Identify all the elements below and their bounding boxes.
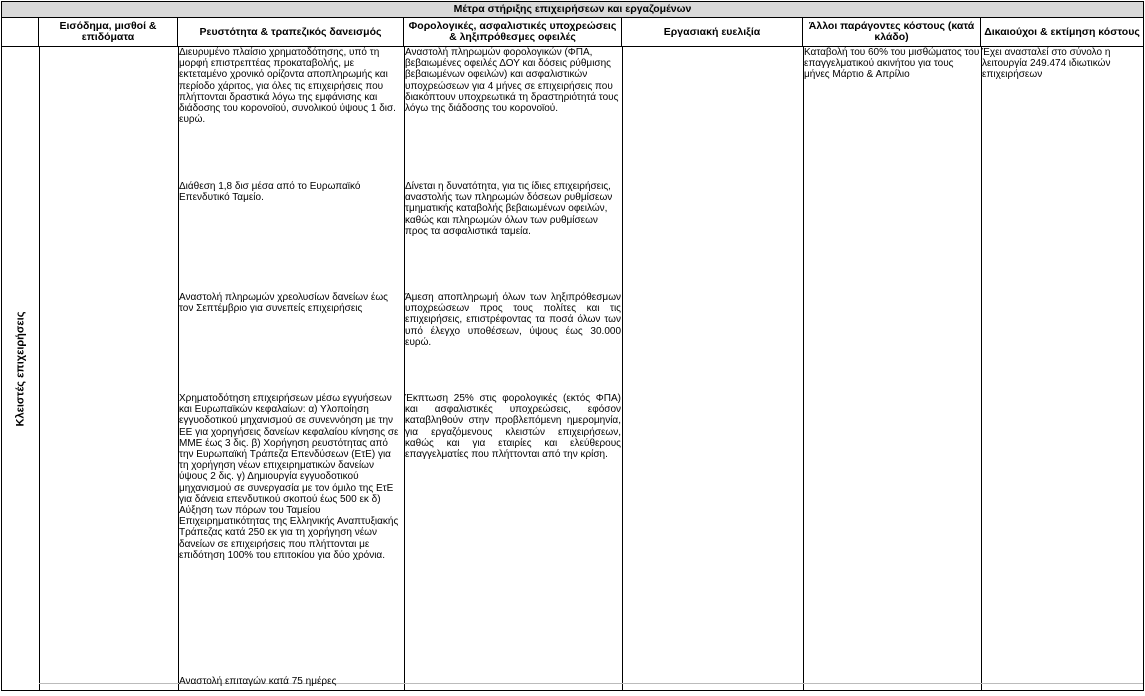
header-income[interactable]: Εισόδημα, μισθοί & επιδόματα: [39, 18, 178, 47]
header-other-costs[interactable]: Άλλοι παράγοντες κόστους (κατά κλάδο): [803, 18, 981, 47]
row-label-closed-businesses: Κλειστές επιχειρήσεις: [14, 311, 26, 427]
beneficiaries-text: Έχει ανασταλεί στο σύνολο η λειτουργία 249.474 ιδιωτικών επιχειρήσεων: [982, 47, 1111, 81]
cell-liquidity[interactable]: [178, 47, 404, 691]
row-label-cell[interactable]: [1, 47, 39, 691]
header-work-flexibility[interactable]: Εργασιακή ευελιξία: [622, 18, 803, 47]
cell-income[interactable]: [39, 47, 178, 691]
cell-beneficiaries[interactable]: [981, 47, 1144, 691]
liquidity-text-2: Διάθεση 1,8 δισ μέσα από το Ευρωπαϊκό Επενδυτικό Ταμείο.: [179, 181, 361, 204]
cell-tax-obligations[interactable]: [404, 47, 622, 691]
tax-text-2: Δίνεται η δυνατότητα, για τις ίδιες επιχειρήσεις, αναστολής των πληρωμών δόσεων ρυθμίσεων τμηματικής καταβολής βεβαιωμένων οφειλών, καθώς και πληρωμών όλων των ρυθμίσεων προς τα ασφαλιστικά ταμεία.: [405, 181, 613, 237]
table-bottom-border: [1, 690, 1144, 691]
cell-work-flexibility[interactable]: [622, 47, 803, 691]
liquidity-text-3: Αναστολή πληρωμών χρεολυσίων δανείων έως τον Σεπτέμβριο για συνεπείς επιχειρήσεις: [179, 292, 388, 315]
other-costs-text: Καταβολή του 60% του μισθώματος του επαγγελματικού ακινήτου για τους μήνες Μάρτιο & Απρίλιο: [804, 47, 980, 81]
tax-text-3: Άμεση αποπληρωμή όλων των ληξιπρόθεσμων υποχρεώσεων προς τους πολίτες και τις επιχειρήσεις, επιστρέφοντας τα ποσά όλων των υπό έλεγχο υποθέσεων, ύψους έως 30.000 ευρώ.: [405, 292, 621, 348]
liquidity-text-4: Χρηματοδότηση επιχειρήσεων μέσω εγγυήσεων και Ευρωπαϊκών κεφαλαίων: α) Υλοποίηση εγγυοδοτικού μηχανισμού σε συνεννόηση με την ΕΕ για χορηγήσεις δανείων κεφαλαίου κίνησης σε ΜΜΕ έως 3 δις. β) Χορήγηση ρευστότητας από την Ευρωπαϊκή Τράπεζα Επενδύσεων (ΕτΕ) για τη χορήγηση νέων επιχειρηματικών δανείων ύψους 2 δις. γ) Δημιουργία εγγυοδοτικού μηχανισμού σε συνεργασία με τον όμιλο της ΕτΕ για δάνεια επενδυτικού σκοπού έως 500 εκ δ) Αύξηση των πόρων του Ταμείου Επιχειρηματικότητας της Ελληνικής Αναπτυξιακής Τράπεζας κατά 250 εκ για τη χορήγηση νέων δανείων σε επιχειρήσεις που πλήττονται με επιδότηση 100% του επιτοκίου για δύο χρόνια.: [179, 393, 399, 561]
table-title: Μέτρα στήριξης επιχειρήσεων και εργαζομένων: [1, 1, 1144, 18]
tax-text-1: Αναστολή πληρωμών φορολογικών (ΦΠΑ, βεβαιωμένες οφειλές ΔΟΥ και δόσεις ρύθμισης βεβαιωμένων οφειλών) και ασφαλιστικών υποχρεώσεων για 4 μήνες σε επιχειρήσεις που διακόπτουν υποχρεωτικά τη δραστηριότητά τους λόγω της διάδοσης του κορονοϊού.: [405, 47, 619, 115]
header-beneficiaries[interactable]: Δικαιούχοι & εκτίμηση κόστους: [981, 18, 1144, 47]
header-tax-obligations[interactable]: Φορολογικές, ασφαλιστικές υποχρεώσεις & ληξιπρόθεσμες οφειλές: [404, 18, 622, 47]
tax-text-4: Έκπτωση 25% στις φορολογικές (εκτός ΦΠΑ) και ασφαλιστικές υποχρεώσεις, εφόσον καταβληθούν στην προβλεπόμενη ημερομηνία, για εργαζόμενους κλειστών επιχειρήσεων, καθώς και για εταιρίες και ελεύθερους επαγγελματίες που πλήττονται από την κρίση.: [405, 393, 621, 461]
liquidity-text-5: Αναστολή επιταγών κατά 75 ημέρες: [179, 676, 337, 687]
cell-other-costs[interactable]: [803, 47, 981, 691]
header-cell-empty[interactable]: [1, 18, 39, 47]
header-liquidity[interactable]: Ρευστότητα & τραπεζικός δανεισμός: [178, 18, 404, 47]
liquidity-text-1: Διευρυμένο πλαίσιο χρηματοδότησης, υπό τη μορφή επιστρεπτέας προκαταβολής, με εκτεταμένο χρονικό ορίζοντα αποπληρωμής και περίοδο χάριτος, για όλες τις επιχειρήσεις που πλήττονται δραστικά λόγω της εμφάνισης και διάδοσης του κορονοϊού, συνολικού ύψους 1 δισ. ευρώ.: [179, 47, 396, 126]
